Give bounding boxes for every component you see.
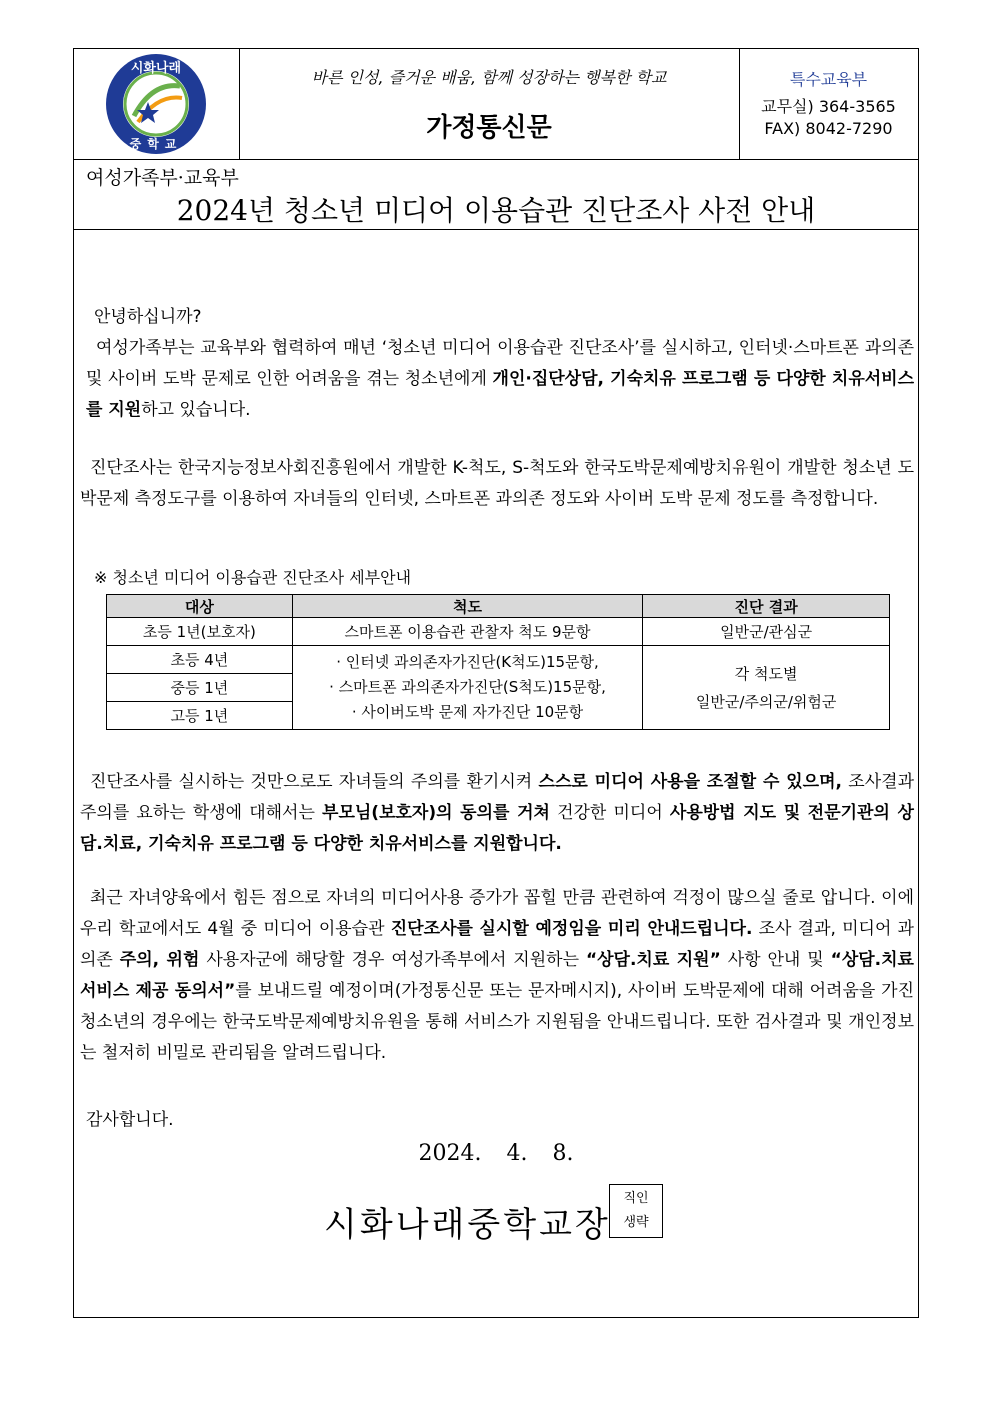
scale-item: · 인터넷 과의존자가진단(K척도)15문항, (336, 653, 599, 671)
issuing-organization: 여성가족부·교육부 (86, 167, 239, 189)
paragraph-1-text: 여성가족부는 교육부와 협력하여 매년 ‘청소년 미디어 이용습관 진단조사’를 실시하고, 인터넷·스마트폰 과의존 및 사이버 도박 문제로 인한 어려움을 겪는 청소년에게 (86, 338, 914, 389)
paragraph-4-text: 사용자군에 해당할 경우 여성가족부에서 지원하는 (199, 950, 586, 970)
title-row (74, 159, 918, 230)
scale-item: · 스마트폰 과의존자가진단(S척도)15문항, (329, 678, 606, 696)
scale-list-cell (292, 646, 643, 730)
paragraph-1-emphasis: 개인·집단상담, 기숙치유 프로그램 등 다양한 치유서비스를 지원 (86, 369, 915, 420)
table-header-scale: 척도 (292, 595, 643, 618)
logo-bottom-text: 중학교 (129, 137, 183, 151)
paragraph-4-text: 최근 자녀양육에서 힘든 점으로 자녀의 미디어사용 증가가 꼽힐 만큼 관련하여 걱정이 많으실 줄로 압니다. 이에 우리 학교에서도 4월 중 미디어 이용습관 (80, 888, 914, 939)
logo-cell (74, 49, 240, 159)
paragraph-3-text: 조사결과 주의를 요하는 학생에 대해서는 (80, 772, 914, 823)
issue-date: 2024. 4. 8. (418, 1141, 574, 1166)
paragraph-2: 진단조사는 한국지능정보사회진흥원에서 개발한 K-척도, S-척도와 한국도박문제예방치유원이 개발한 청소년 도박문제 측정도구를 이용하여 자녀들의 인터넷, 스마트폰 과의존 정도와 사이버 도박 문제 정도를 측정합니다. (80, 458, 914, 509)
header (74, 49, 918, 160)
paragraph-4-emphasis: 진단조사를 실시할 예정임을 미리 안내드립니다. (390, 919, 753, 939)
paragraph-4-emphasis: “상담.치료 서비스 제공 동의서” (80, 950, 914, 1001)
document-frame (73, 48, 919, 1318)
school-motto: 바른 인성, 즐거운 배움, 함께 성장하는 행복한 학교 (311, 68, 667, 87)
paragraph-3-emphasis: 부모님(보호자)의 동의를 거쳐 (322, 803, 550, 823)
table-header-result: 진단 결과 (643, 595, 890, 618)
table-cell: 초등 4년 (107, 646, 293, 674)
table-cell: 고등 1년 (107, 702, 293, 730)
paragraph-3-text: 건강한 미디어 (549, 803, 670, 823)
table-cell: 초등 1년(보호자) (107, 618, 293, 646)
table-cell: 일반군/관심군 (643, 618, 890, 646)
table-row (107, 646, 890, 674)
paragraph-3-emphasis: 사용방법 지도 및 전문기관의 상담.치료, 기숙치유 프로그램 등 다양한 치유서비스를 지원합니다. (80, 803, 914, 854)
principal-signature: 시화나래중학교장 (324, 1205, 611, 1245)
greeting: 안녕하십니까? (94, 307, 202, 327)
logo-top-text: 시화나래 (130, 61, 182, 76)
result-cell (643, 646, 890, 730)
closing: 감사합니다. (86, 1110, 174, 1130)
paragraph-3-emphasis: 스스로 미디어 사용을 조절할 수 있으며, (538, 772, 842, 792)
paragraph-4-text: 사항 안내 및 (720, 950, 831, 970)
paragraph-3-text: 진단조사를 실시하는 것만으로도 자녀들의 주의를 환기시켜 (90, 772, 539, 792)
paragraph-4-text: 조사 결과, 미디어 과의존 (80, 919, 914, 970)
header-center (239, 49, 740, 159)
contact-info (739, 49, 918, 159)
fax-number: FAX) 8042-7290 (764, 119, 893, 138)
table-cell: 중등 1년 (107, 674, 293, 702)
department: 특수교육부 (789, 70, 868, 89)
paragraph-4-text: 를 보내드릴 예정이며(가정통신문 또는 문자메시지), 사이버 도박문제에 대해 어려움을 가진 청소년의 경우에는 한국도박문제예방치유원을 통해 서비스가 지원됨을 안내드립니다. 또한 검사결과 및 개인정보는 철저히 비밀로 관리됨을 알려드립니다. (80, 981, 915, 1063)
paragraph-1 (86, 333, 914, 426)
paragraph-3 (80, 767, 914, 860)
paragraph-1-end: 하고 있습니다. (141, 400, 251, 420)
table-row (107, 618, 890, 646)
page-title: 2024년 청소년 미디어 이용습관 진단조사 사전 안내 (176, 194, 816, 227)
result-line: 각 척도별 (734, 664, 798, 683)
paragraph-4 (80, 883, 914, 1069)
survey-detail-table (106, 594, 890, 730)
scale-item: · 사이버도박 문제 자가진단 10문항 (351, 703, 584, 721)
paragraph-4-emphasis: 주의, 위험 (119, 950, 200, 970)
table-note: ※ 청소년 미디어 이용습관 진단조사 세부안내 (94, 568, 412, 587)
paragraph-4-emphasis: “상담.치료 지원” (585, 950, 721, 970)
result-line: 일반군/주의군/위험군 (695, 692, 837, 711)
table-header-row (107, 595, 890, 618)
document-type-title: 가정통신문 (426, 113, 552, 143)
seal-text: 생략 (623, 1215, 649, 1230)
phone-number: 교무실) 364-3565 (761, 97, 896, 116)
seal-text: 직인 (623, 1191, 649, 1206)
table-header-target: 대상 (107, 595, 293, 618)
table-cell: 스마트폰 이용습관 관찰자 척도 9문항 (292, 618, 643, 646)
official-seal-box (609, 1184, 663, 1238)
